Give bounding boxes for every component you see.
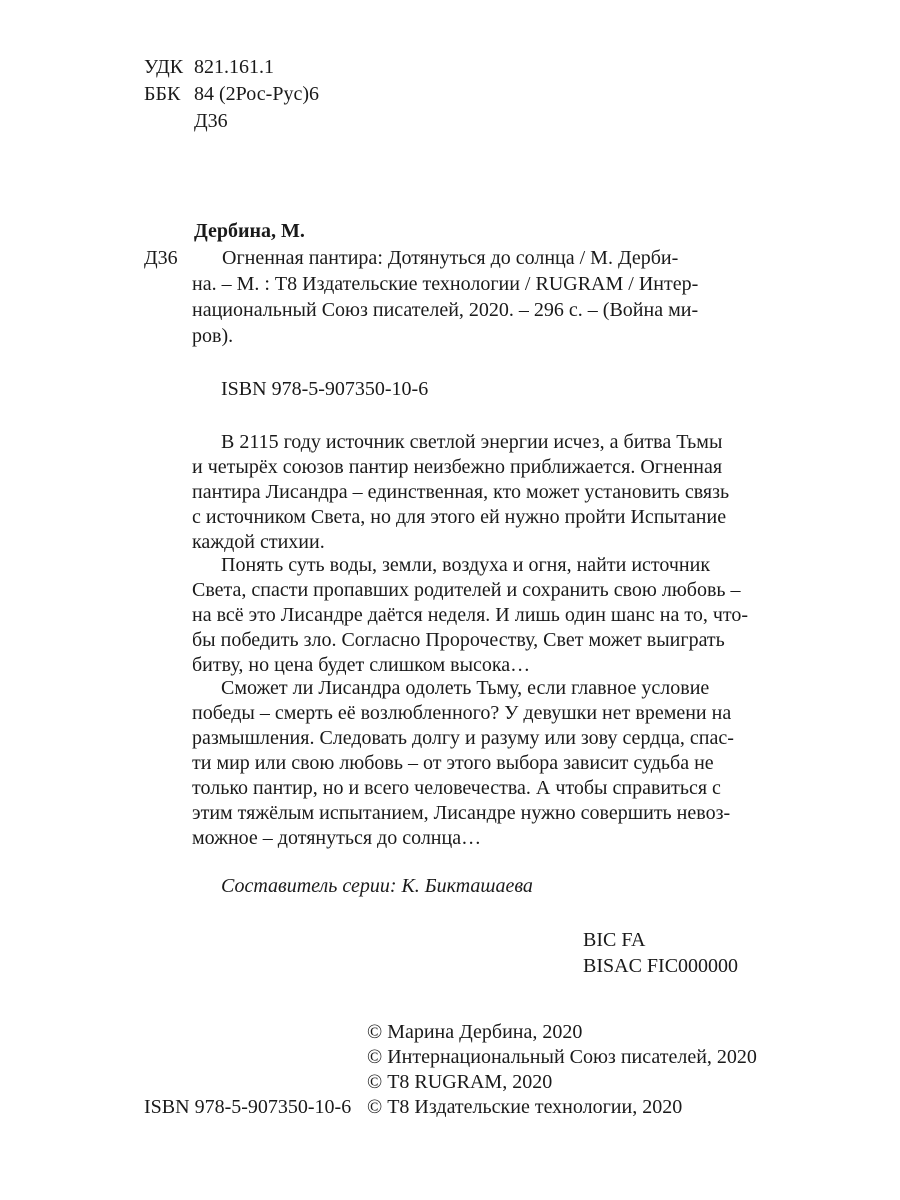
annotation-line: битву, но цена будет слишком высока…	[192, 654, 531, 676]
annotation-line: победы – смерть её возлюбленного? У девушки нет времени на	[192, 702, 732, 724]
bbk-value: 84 (2Рос-Рус)6	[194, 83, 319, 105]
footer-isbn: ISBN 978-5-907350-10-6	[144, 1096, 352, 1118]
annotation-line: Сможет ли Лисандра одолеть Тьму, если главное условие	[221, 677, 710, 699]
author-mark: Д36	[144, 247, 178, 269]
copyright-line: © Марина Дербина, 2020	[367, 1021, 583, 1043]
bisac-code: BISAC FIC000000	[583, 955, 739, 977]
annotation-line: можное – дотянуться до солнца…	[192, 827, 482, 849]
annotation-line: каждой стихии.	[192, 531, 325, 553]
description-line: национальный Союз писателей, 2020. – 296 с. – (Война ми-	[192, 299, 699, 321]
isbn-main: ISBN 978-5-907350-10-6	[221, 378, 429, 400]
copyright-line: © Т8 Издательские технологии, 2020	[367, 1096, 683, 1118]
annotation-line: этим тяжёлым испытанием, Лисандре нужно совершить невоз-	[192, 802, 731, 824]
bbk-row	[144, 82, 319, 106]
description-line: ров).	[192, 325, 234, 347]
description-line: Огненная пантира: Дотянуться до солнца / М. Дерби-	[222, 247, 679, 269]
udk-row	[144, 55, 274, 79]
annotation-line: бы победить зло. Согласно Пророчеству, Свет может выиграть	[192, 629, 725, 651]
series-compiler: Составитель серии: К. Бикташаева	[221, 875, 533, 897]
annotation-line: только пантир, но и всего человечества. А чтобы справиться с	[192, 777, 721, 799]
annotation-line: пантира Лисандра – единственная, кто может установить связь	[192, 481, 730, 503]
bbk-label: ББК	[144, 83, 181, 105]
description-line: на. – М. : Т8 Издательские технологии / RUGRAM / Интер-	[192, 273, 699, 295]
copyright-line: © Т8 RUGRAM, 2020	[367, 1071, 553, 1093]
annotation-line: Понять суть воды, земли, воздуха и огня, найти источник	[221, 554, 711, 576]
annotation-line: Света, спасти пропавших родителей и сохранить свою любовь –	[192, 579, 741, 601]
bic-code: BIC FA	[583, 929, 646, 951]
author-heading: Дербина, М.	[194, 220, 305, 242]
author-mark-top: Д36	[194, 110, 228, 132]
annotation-line: с источником Света, но для этого ей нужно пройти Испытание	[192, 506, 727, 528]
udk-label: УДК	[144, 56, 184, 78]
annotation-line: В 2115 году источник светлой энергии исчез, а битва Тьмы	[221, 431, 723, 453]
annotation-line: и четырёх союзов пантир неизбежно приближается. Огненная	[192, 456, 723, 478]
annotation-line: на всё это Лисандре даётся неделя. И лишь один шанс на то, что-	[192, 604, 749, 626]
annotation-line: размышления. Следовать долгу и разуму или зову сердца, спас-	[192, 727, 734, 749]
udk-value: 821.161.1	[194, 56, 274, 78]
copyright-line: © Интернациональный Союз писателей, 2020	[367, 1046, 757, 1068]
annotation-line: ти мир или свою любовь – от этого выбора зависит судьба не	[192, 752, 714, 774]
